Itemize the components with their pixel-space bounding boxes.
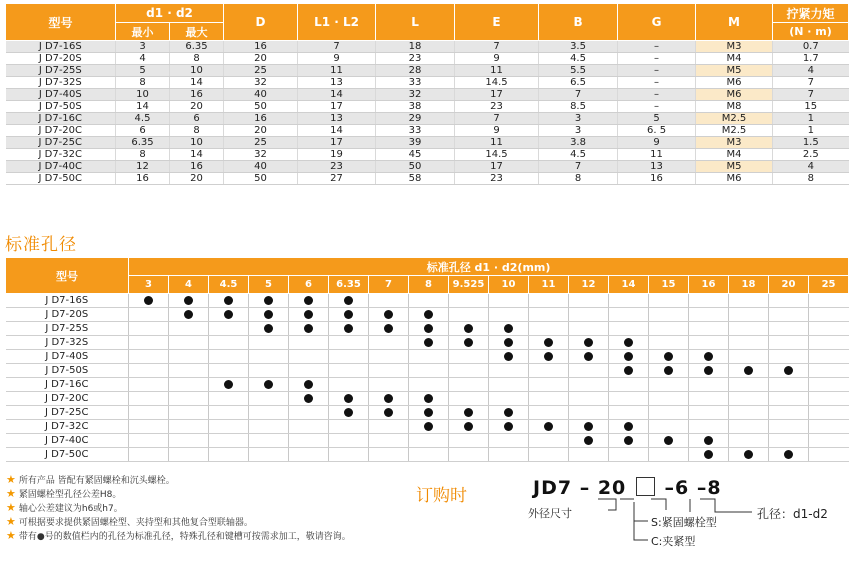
bore-size-header: 8	[409, 276, 449, 294]
spec-cell: 16	[224, 113, 298, 125]
spec-cell: M4	[696, 149, 773, 161]
spec-cell: M2.5	[696, 113, 773, 125]
spec-cell: 6.35	[170, 41, 224, 53]
spec-cell-model: J D7-20C	[6, 125, 116, 137]
spec-cell: 16	[170, 89, 224, 101]
order-code-d1: –6	[664, 477, 690, 499]
bore-cell-model: J D7-25S	[6, 322, 129, 336]
bore-size-header: 25	[809, 276, 849, 294]
header-B: B	[539, 4, 618, 41]
bore-cell-model: J D7-20C	[6, 392, 129, 406]
bore-cell-model: J D7-50C	[6, 448, 129, 462]
spec-cell: 17	[455, 89, 539, 101]
spec-cell-model: J D7-40S	[6, 89, 116, 101]
spec-cell: 4.5	[539, 53, 618, 65]
header-L: L	[376, 4, 455, 41]
spec-cell: 33	[376, 77, 455, 89]
spec-cell: 25	[224, 65, 298, 77]
spec-cell: 7	[539, 161, 618, 173]
spec-cell-model: J D7-25S	[6, 65, 116, 77]
header-d1d2: d1 · d2	[116, 4, 224, 23]
spec-cell: 3	[116, 41, 170, 53]
spec-cell: M5	[696, 65, 773, 77]
spec-cell-model: J D7-50S	[6, 101, 116, 113]
spec-cell: 1	[773, 113, 849, 125]
spec-cell: 6	[116, 125, 170, 137]
spec-cell-model: J D7-32S	[6, 77, 116, 89]
spec-cell: 33	[376, 125, 455, 137]
header-D: D	[224, 4, 298, 41]
header-model: 型号	[6, 4, 116, 41]
spec-cell: 8	[539, 173, 618, 185]
bore-size-header: 20	[769, 276, 809, 294]
spec-cell: 1	[773, 125, 849, 137]
bore-cell-model: J D7-40C	[6, 434, 129, 448]
spec-cell: M6	[696, 77, 773, 89]
bore-size-header: 6	[289, 276, 329, 294]
spec-cell: 8	[170, 125, 224, 137]
spec-cell: 8	[116, 149, 170, 161]
bore-size-header: 16	[689, 276, 729, 294]
spec-cell: M6	[696, 89, 773, 101]
star-icon: ★	[6, 529, 16, 542]
spec-cell: 27	[298, 173, 376, 185]
label-type-s: S:紧固螺栓型	[651, 516, 717, 529]
bore-cell-model: J D7-50S	[6, 364, 129, 378]
spec-cell: 23	[455, 101, 539, 113]
spec-cell: 23	[376, 53, 455, 65]
spec-cell: 14	[298, 125, 376, 137]
spec-cell: 3.8	[539, 137, 618, 149]
star-icon: ★	[6, 515, 16, 528]
bore-size-header: 12	[569, 276, 609, 294]
spec-cell: 9	[298, 53, 376, 65]
spec-cell: 20	[170, 101, 224, 113]
spec-cell: 6.5	[539, 77, 618, 89]
spec-cell: 16	[224, 41, 298, 53]
note-text: 轴心公差建议为h6或h7。	[18, 504, 123, 514]
spec-cell: 4	[773, 161, 849, 173]
bore-size-header: 3	[129, 276, 169, 294]
spec-cell: 4	[773, 65, 849, 77]
spec-cell: 8	[116, 77, 170, 89]
spec-cell: 14	[170, 149, 224, 161]
spec-cell: 7	[773, 89, 849, 101]
spec-cell: 1.5	[773, 137, 849, 149]
bore-cell-model: J D7-16C	[6, 378, 129, 392]
spec-cell-model: J D7-40C	[6, 161, 116, 173]
spec-cell: 50	[224, 173, 298, 185]
header-M: M	[696, 4, 773, 41]
order-code-d2: –8	[696, 477, 722, 499]
order-code-size: 20	[597, 477, 627, 499]
spec-cell: 6.35	[116, 137, 170, 149]
bore-cell-model: J D7-40S	[6, 350, 129, 364]
spec-cell: 8	[170, 53, 224, 65]
spec-cell: 11	[618, 149, 696, 161]
spec-cell-model: J D7-50C	[6, 173, 116, 185]
spec-cell: –	[618, 41, 696, 53]
spec-cell: 40	[224, 161, 298, 173]
spec-cell: 5	[618, 113, 696, 125]
spec-cell: 13	[298, 77, 376, 89]
bore-cell-model: J D7-32S	[6, 336, 129, 350]
spec-cell: 10	[170, 137, 224, 149]
spec-cell: M6	[696, 173, 773, 185]
spec-cell: 7	[455, 41, 539, 53]
spec-cell: 15	[773, 101, 849, 113]
spec-cell: 14	[116, 101, 170, 113]
spec-cell: 13	[618, 161, 696, 173]
spec-cell: 16	[116, 173, 170, 185]
bore-size-header: 18	[729, 276, 769, 294]
bore-size-header: 10	[489, 276, 529, 294]
ordering-title: 订购时	[416, 486, 467, 506]
label-outer-size: 外径尺寸	[528, 507, 572, 520]
spec-cell: 9	[618, 137, 696, 149]
bore-header-model: 型号	[6, 258, 129, 294]
header-torque-unit: (N · m)	[773, 23, 849, 41]
spec-cell: M4	[696, 53, 773, 65]
spec-cell: 17	[298, 101, 376, 113]
spec-cell: 9	[455, 125, 539, 137]
spec-cell: M2.5	[696, 125, 773, 137]
spec-cell: 20	[170, 173, 224, 185]
spec-cell: 11	[298, 65, 376, 77]
spec-cell: 16	[170, 161, 224, 173]
spec-cell: 7	[773, 77, 849, 89]
spec-cell: 32	[224, 77, 298, 89]
note-text: 紧固螺栓型孔径公差H8。	[18, 490, 122, 500]
spec-cell: 19	[298, 149, 376, 161]
spec-cell: 32	[224, 149, 298, 161]
spec-cell: 11	[455, 65, 539, 77]
spec-cell: 50	[224, 101, 298, 113]
order-code-dash: –	[579, 477, 591, 499]
spec-cell: 25	[224, 137, 298, 149]
note-text: 可根据要求提供紧固螺栓型、夹持型和其他复合型联轴器。	[18, 518, 253, 528]
spec-cell: –	[618, 53, 696, 65]
spec-cell: 1.7	[773, 53, 849, 65]
spec-cell: 8.5	[539, 101, 618, 113]
bore-header-group: 标准孔径 d1 · d2(mm)	[129, 258, 849, 276]
bore-size-header: 11	[529, 276, 569, 294]
bore-cell-model: J D7-32C	[6, 420, 129, 434]
spec-cell: 38	[376, 101, 455, 113]
header-min: 最小	[116, 23, 170, 41]
spec-cell: 20	[224, 53, 298, 65]
spec-cell: 14	[298, 89, 376, 101]
spec-cell: M8	[696, 101, 773, 113]
spec-cell: 58	[376, 173, 455, 185]
spec-cell: –	[618, 101, 696, 113]
header-G: G	[618, 4, 696, 41]
spec-cell: 4.5	[539, 149, 618, 161]
spec-cell: –	[618, 65, 696, 77]
spec-cell: 17	[298, 137, 376, 149]
spec-cell: 40	[224, 89, 298, 101]
spec-cell: 6. 5	[618, 125, 696, 137]
bore-cell-model: J D7-20S	[6, 308, 129, 322]
spec-cell: 5	[116, 65, 170, 77]
bore-size-header: 6.35	[329, 276, 369, 294]
spec-cell: 10	[170, 65, 224, 77]
spec-cell: 6	[170, 113, 224, 125]
spec-cell: 4.5	[116, 113, 170, 125]
spec-cell: 7	[539, 89, 618, 101]
bore-size-header: 4.5	[209, 276, 249, 294]
spec-cell: 7	[298, 41, 376, 53]
spec-cell: 4	[116, 53, 170, 65]
spec-cell: 10	[116, 89, 170, 101]
section-title-standard-bore: 标准孔径	[5, 235, 77, 255]
bore-size-header: 14	[609, 276, 649, 294]
spec-cell: 32	[376, 89, 455, 101]
spec-cell: 3.5	[539, 41, 618, 53]
spec-cell: –	[618, 77, 696, 89]
spec-cell: 16	[618, 173, 696, 185]
spec-cell: M3	[696, 137, 773, 149]
spec-cell: 9	[455, 53, 539, 65]
spec-cell: 39	[376, 137, 455, 149]
spec-cell: 3	[539, 113, 618, 125]
bore-cell-model: J D7-25C	[6, 406, 129, 420]
bore-cell-model: J D7-16S	[6, 294, 129, 308]
spec-cell: 29	[376, 113, 455, 125]
spec-cell: 3	[539, 125, 618, 137]
note-text: 所有产品 皆配有紧固螺栓和沉头螺栓。	[18, 476, 175, 486]
spec-cell: 7	[455, 113, 539, 125]
spec-cell: 13	[298, 113, 376, 125]
bore-size-header: 7	[369, 276, 409, 294]
star-icon: ★	[6, 473, 16, 486]
header-L1L2: L1 · L2	[298, 4, 376, 41]
spec-cell: 23	[455, 173, 539, 185]
spec-cell: 18	[376, 41, 455, 53]
spec-cell: 14	[170, 77, 224, 89]
spec-cell: M3	[696, 41, 773, 53]
spec-cell: 45	[376, 149, 455, 161]
spec-cell: 50	[376, 161, 455, 173]
note-text: 带有●号的数值栏内的孔径为标准孔径，特殊孔径和键槽可按需求加工，敬请咨询。	[18, 532, 351, 542]
spec-cell: 14.5	[455, 149, 539, 161]
star-icon: ★	[6, 487, 16, 500]
header-max: 最大	[170, 23, 224, 41]
spec-cell: 14.5	[455, 77, 539, 89]
spec-cell: 28	[376, 65, 455, 77]
spec-cell: –	[618, 89, 696, 101]
spec-cell: 8	[773, 173, 849, 185]
header-E: E	[455, 4, 539, 41]
spec-cell: 0.7	[773, 41, 849, 53]
spec-cell: 5.5	[539, 65, 618, 77]
order-code-model: JD7	[533, 477, 573, 499]
spec-cell: 2.5	[773, 149, 849, 161]
spec-cell: 11	[455, 137, 539, 149]
star-icon: ★	[6, 501, 16, 514]
bore-size-header: 9.525	[449, 276, 489, 294]
spec-cell-model: J D7-25C	[6, 137, 116, 149]
spec-cell: 12	[116, 161, 170, 173]
spec-cell-model: J D7-16C	[6, 113, 116, 125]
label-bore-diameter: 孔径：d1-d2	[757, 507, 828, 521]
spec-cell-model: J D7-32C	[6, 149, 116, 161]
spec-cell: 17	[455, 161, 539, 173]
bore-size-header: 5	[249, 276, 289, 294]
bore-size-header: 15	[649, 276, 689, 294]
label-type-c: C:夹紧型	[651, 535, 696, 548]
spec-cell-model: J D7-16S	[6, 41, 116, 53]
spec-cell: 23	[298, 161, 376, 173]
spec-cell: M5	[696, 161, 773, 173]
spec-cell-model: J D7-20S	[6, 53, 116, 65]
spec-cell: 20	[224, 125, 298, 137]
bore-size-header: 4	[169, 276, 209, 294]
header-torque: 拧紧力矩	[773, 4, 849, 23]
